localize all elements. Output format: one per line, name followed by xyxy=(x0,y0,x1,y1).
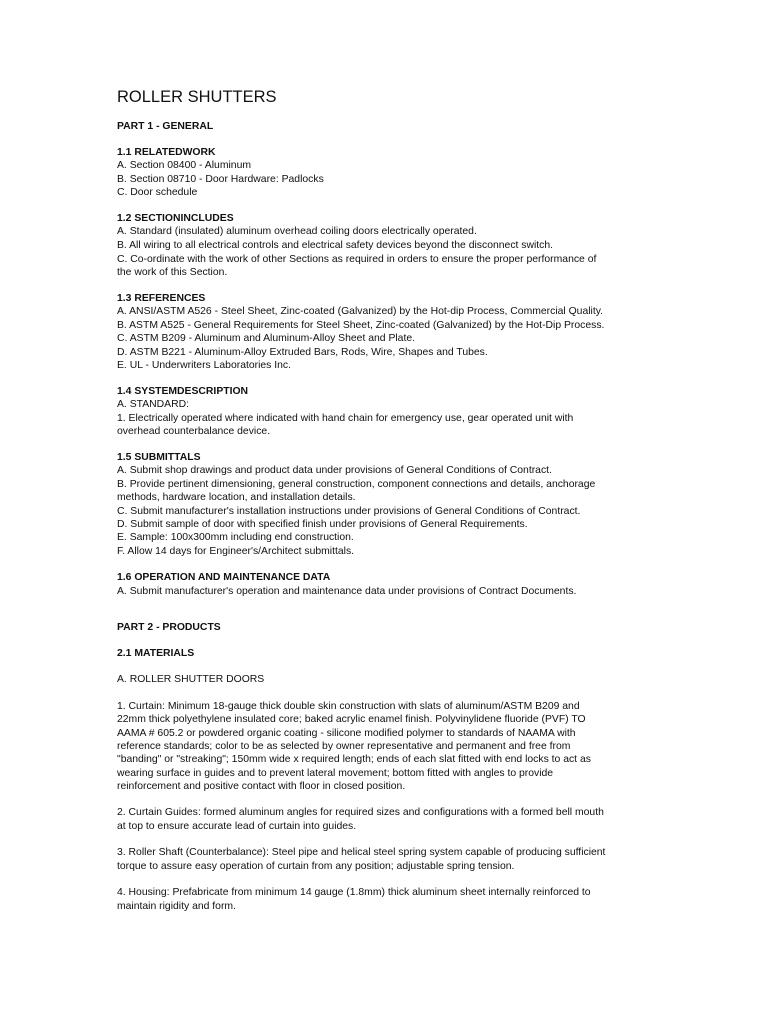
shaft-paragraph-line: torque to assure easy operation of curtain from any position; adjustable spring tension. xyxy=(117,861,515,872)
guides-paragraph-line: at top to ensure accurate lead of curtain into guides. xyxy=(117,821,357,832)
curtain-paragraph-line: "banding" or "streaking"; 150mm wide x required length; ends of each slat fitted with end locks to act as xyxy=(117,754,591,765)
section-1-2-line: the work of this Section. xyxy=(117,267,228,278)
section-1-3-line: C. ASTM B209 - Aluminum and Aluminum-Alloy Sheet and Plate. xyxy=(117,333,416,344)
curtain-paragraph-line: reference standards; color to be as selected by owner representative and permanent and free from xyxy=(117,741,571,752)
section-1-1-line: A. Section 08400 - Aluminum xyxy=(117,160,251,171)
document-title: ROLLER SHUTTERS xyxy=(117,88,277,106)
section-1-3-line: E. UL - Underwriters Laboratories Inc. xyxy=(117,360,292,371)
section-2-1-subheading: A. ROLLER SHUTTER DOORS xyxy=(117,674,265,685)
section-1-2-heading: 1.2 SECTIONINCLUDES xyxy=(117,213,234,224)
section-1-6-line: A. Submit manufacturer's operation and maintenance data under provisions of Contract Documents. xyxy=(117,586,577,597)
section-1-1-line: B. Section 08710 - Door Hardware: Padlocks xyxy=(117,174,324,185)
section-1-2-line: B. All wiring to all electrical controls and electrical safety devices beyond the disconnect switch. xyxy=(117,240,554,251)
section-1-5-heading: 1.5 SUBMITTALS xyxy=(117,452,201,463)
guides-paragraph-line: 2. Curtain Guides: formed aluminum angles for required sizes and configurations with a formed bell mouth xyxy=(117,807,604,818)
housing-paragraph-line: 4. Housing: Prefabricate from minimum 14 gauge (1.8mm) thick aluminum sheet internally reinforced to xyxy=(117,887,591,898)
section-1-5-line: D. Submit sample of door with specified finish under provisions of General Requirements. xyxy=(117,519,528,530)
section-1-6-heading: 1.6 OPERATION AND MAINTENANCE DATA xyxy=(117,572,331,583)
section-1-2-line: C. Co-ordinate with the work of other Sections as required in orders to ensure the proper performance of xyxy=(117,254,597,265)
section-2-1-heading: 2.1 MATERIALS xyxy=(117,648,195,659)
part-1-heading: PART 1 - GENERAL xyxy=(117,121,214,132)
section-1-5-line: A. Submit shop drawings and product data under provisions of General Conditions of Contract. xyxy=(117,465,552,476)
section-1-4-line: 1. Electrically operated where indicated with hand chain for emergency use, gear operated unit with xyxy=(117,413,574,424)
section-1-1-heading: 1.1 RELATEDWORK xyxy=(117,147,216,158)
part-2-heading: PART 2 - PRODUCTS xyxy=(117,622,221,633)
section-1-4-line: overhead counterbalance device. xyxy=(117,426,271,437)
housing-paragraph-line: maintain rigidity and form. xyxy=(117,901,236,912)
section-1-3-line: A. ANSI/ASTM A526 - Steel Sheet, Zinc-coated (Galvanized) by the Hot-dip Process, Commercial Quality. xyxy=(117,306,604,317)
section-1-2-line: A. Standard (insulated) aluminum overhead coiling doors electrically operated. xyxy=(117,226,477,237)
section-1-5-line: F. Allow 14 days for Engineer's/Architect submittals. xyxy=(117,546,355,557)
curtain-paragraph-line: 1. Curtain: Minimum 18-gauge thick double skin construction with slats of aluminum/ASTM B209 and xyxy=(117,701,580,712)
section-1-5-line: E. Sample: 100x300mm including end construction. xyxy=(117,532,354,543)
section-1-5-line: methods, hardware location, and installation details. xyxy=(117,492,356,503)
curtain-paragraph-line: reinforcement and positive contact with floor in closed position. xyxy=(117,781,406,792)
curtain-paragraph-line: wearing surface in guides and to prevent lateral movement; bottom fitted with angles to provide xyxy=(117,768,554,779)
shaft-paragraph-line: 3. Roller Shaft (Counterbalance): Steel pipe and helical steel spring system capable of producing sufficient xyxy=(117,847,606,858)
curtain-paragraph-line: AAMA # 605.2 or powdered organic coating - silicone modified polymer to standards of NAAMA with xyxy=(117,728,576,739)
section-1-4-heading: 1.4 SYSTEMDESCRIPTION xyxy=(117,386,249,397)
section-1-4-line: A. STANDARD: xyxy=(117,399,189,410)
section-1-5-line: C. Submit manufacturer's installation instructions under provisions of General Conditions of Contract. xyxy=(117,506,581,517)
section-1-1-line: C. Door schedule xyxy=(117,187,198,198)
section-1-5-line: B. Provide pertinent dimensioning, general construction, component connections and details, anchorage xyxy=(117,479,596,490)
section-1-3-heading: 1.3 REFERENCES xyxy=(117,293,206,304)
section-1-3-line: D. ASTM B221 - Aluminum-Alloy Extruded Bars, Rods, Wire, Shapes and Tubes. xyxy=(117,347,488,358)
section-1-3-line: B. ASTM A525 - General Requirements for Steel Sheet, Zinc-coated (Galvanized) by the Hot-Dip Process. xyxy=(117,320,605,331)
curtain-paragraph-line: 22mm thick polyethylene insulated core; baked acrylic enamel finish. Polyvinylidene fluoride (PVF) TO xyxy=(117,714,586,725)
